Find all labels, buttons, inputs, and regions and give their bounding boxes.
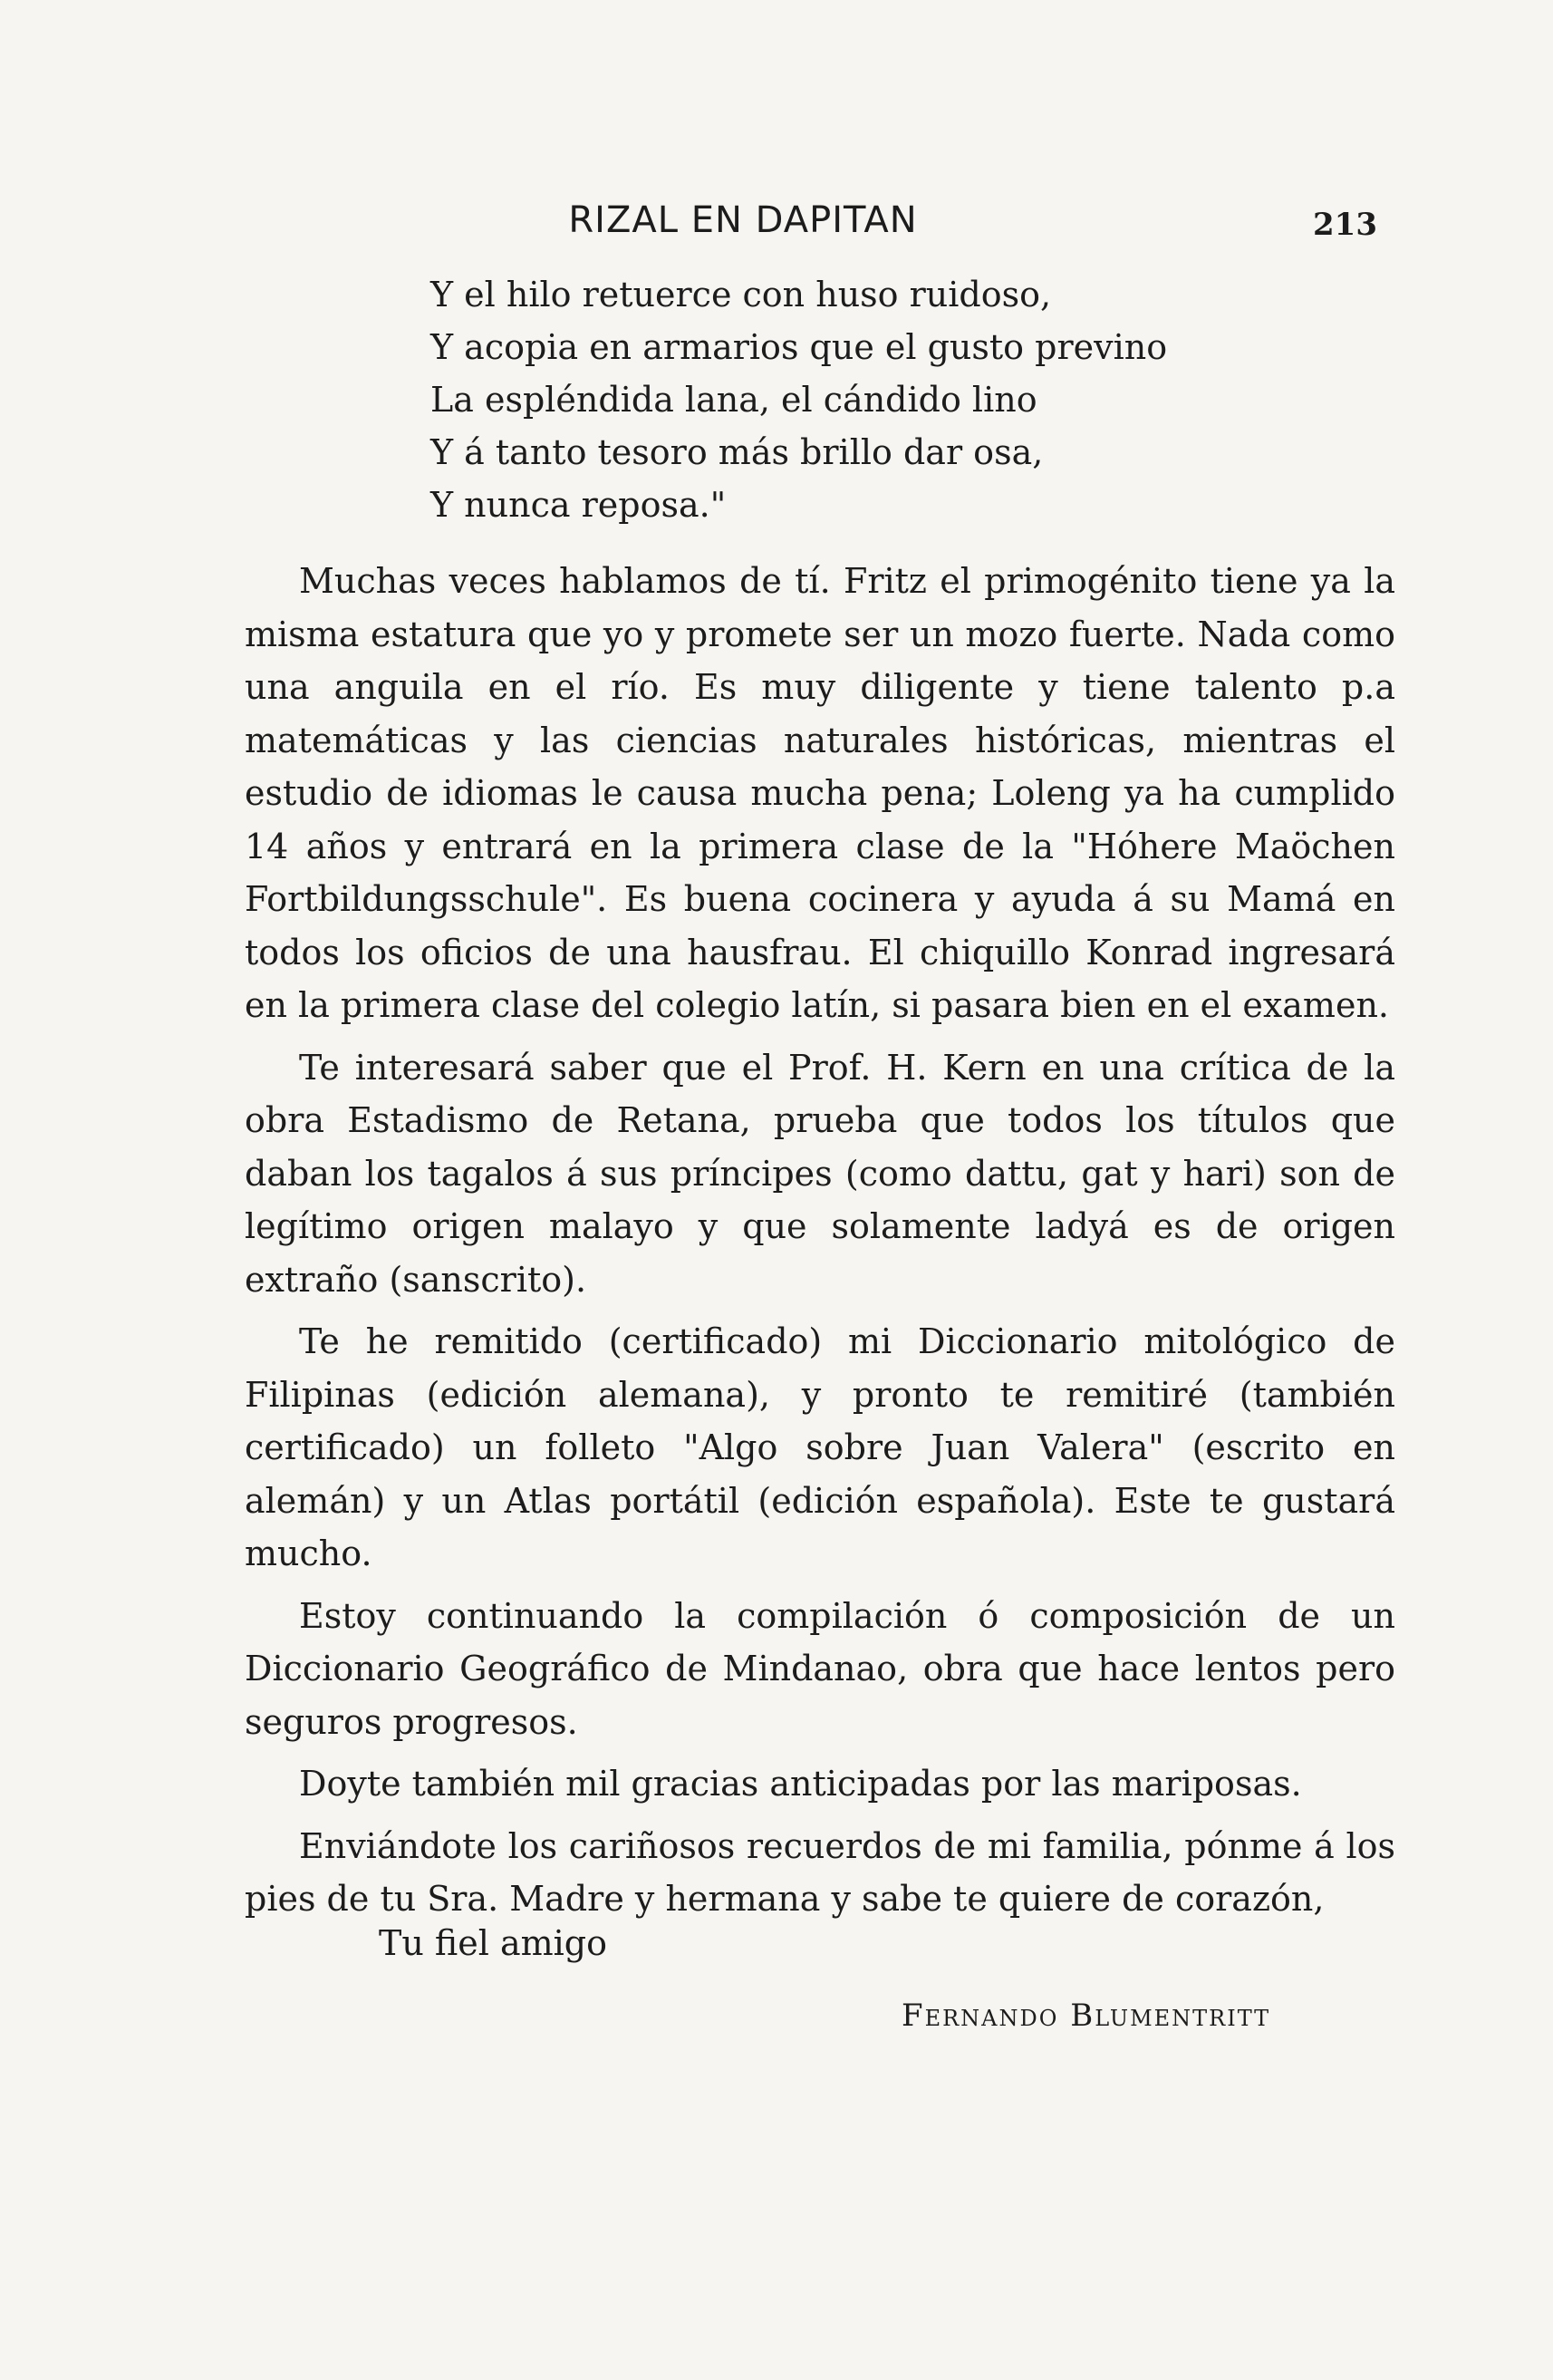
signature: Fernando Blumentritt [902, 1998, 1271, 2034]
paragraph: Estoy continuando la compilación ó composición de un Diccionario Geográfico de Mindanao, obra que hace lentos pero seguros progresos. [245, 1595, 1395, 1742]
verse-block [430, 268, 1336, 531]
verse-line: Y nunca reposa." [430, 485, 727, 525]
paragraph: Te he remitido (certificado) mi Diccionario mitológico de Filipinas (edición alemana), y pronto te remitiré (también certificado) un folleto "Algo sobre Juan Valera" (escrito en alemán) y un Atlas portátil (edición española). Este te gustará mucho. [245, 1321, 1395, 1573]
verse-line: Y á tanto tesoro más brillo dar osa, [430, 432, 1044, 472]
letter-body [245, 555, 1395, 1935]
paragraph: Doyte también mil gracias anticipadas por las mariposas. [299, 1764, 1302, 1804]
running-head [245, 190, 1377, 245]
paragraph: Enviándote los cariñosos recuerdos de mi familia, pónme á los pies de tu Sra. Madre y hermana y sabe te quiere de corazón, [245, 1825, 1395, 1919]
verse-line: Y acopia en armarios que el gusto previno [430, 327, 1168, 367]
running-title: RIZAL EN DAPITAN [568, 199, 918, 241]
paragraph: Muchas veces hablamos de tí. Fritz el primogénito tiene ya la misma estatura que yo y promete ser un mozo fuerte. Nada como una anguila en el río. Es muy diligente y tiene talento p.a matemáticas y las ciencias naturales históricas, mientras el estudio de idiomas le causa mucha pena; Loleng ya ha cumplido 14 años y entrará en la primera clase de la "Hóhere Maöchen Fortbildungsschule". Es buena cocinera y ayuda á su Mamá en todos los oficios de una hausfrau. El chiquillo Konrad ingresará en la primera clase del colegio latín, si pasara bien en el examen. [245, 561, 1395, 1025]
verse-line: La espléndida lana, el cándido lino [430, 380, 1037, 420]
verse-line: Y el hilo retuerce con huso ruidoso, [430, 275, 1052, 314]
paragraph: Te interesará saber que el Prof. H. Kern en una crítica de la obra Estadismo de Retana, prueba que todos los títulos que daban los tagalos á sus príncipes (como dattu, gat y hari) son de legítimo origen malayo y que solamente ladyá es de origen extraño (sanscrito). [245, 1047, 1395, 1300]
page-number: 213 [1313, 207, 1377, 243]
closing-line: Tu fiel amigo [379, 1923, 608, 1963]
